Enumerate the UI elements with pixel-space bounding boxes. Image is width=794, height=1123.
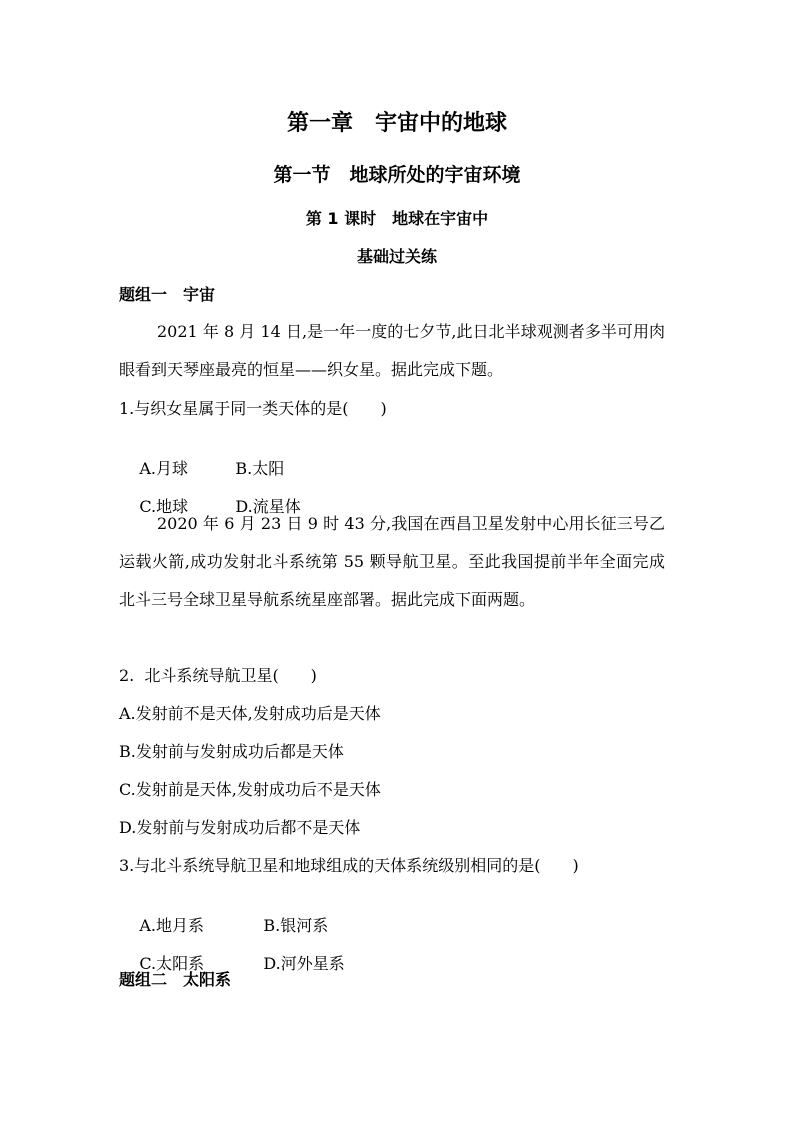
lesson-title: 第 1 课时 地球在宇宙中	[305, 209, 489, 228]
option-2d: D.发射前与发射成功后都不是天体	[119, 818, 361, 837]
option-1c: C.地球	[139, 497, 189, 516]
practice-title: 基础过关练	[356, 247, 437, 266]
option-1d: D.流星体	[235, 497, 301, 516]
option-2b: B.发射前与发射成功后都是天体	[119, 742, 344, 761]
question-3-stem: 3.与北斗系统导航卫星和地球组成的天体系统级别相同的是( )	[119, 856, 579, 875]
chapter-title: 第一章 宇宙中的地球	[286, 111, 507, 136]
option-2c: C.发射前是天体,发射成功后不是天体	[119, 780, 381, 799]
option-2a: A.发射前不是天体,发射成功后是天体	[119, 704, 381, 723]
option-3b: B.银河系	[263, 916, 329, 935]
option-3a: A.地月系	[139, 916, 204, 935]
section-title: 第一节 地球所处的宇宙环境	[273, 164, 521, 186]
option-1a: A.月球	[139, 459, 188, 478]
material-1: 2021 年 8 月 14 日,是一年一度的七夕节,此日北半球观测者多半可用肉眼看到天琴座最亮的恒星——织女星。据此完成下题。	[119, 322, 665, 379]
group1-heading: 题组一 宇宙	[119, 285, 216, 304]
question-1-stem: 1.与织女星属于同一类天体的是( )	[119, 399, 387, 418]
material-2: 2020 年 6 月 23 日 9 时 43 分,我国在西昌卫星发射中心用长征三号乙运载火箭,成功发射北斗系统第 55 颗导航卫星。至此我国提前半年全面完成北斗三号全球卫星导航系统星座部署。据此完成下面两题。	[119, 514, 665, 609]
group2-heading: 题组二 太阳系	[119, 970, 232, 989]
option-3d: D.河外星系	[263, 954, 345, 973]
option-1b: B.太阳	[235, 459, 285, 478]
question-2-stem: 2. 北斗系统导航卫星( )	[119, 666, 317, 685]
option-3c: C.太阳系	[139, 954, 205, 973]
